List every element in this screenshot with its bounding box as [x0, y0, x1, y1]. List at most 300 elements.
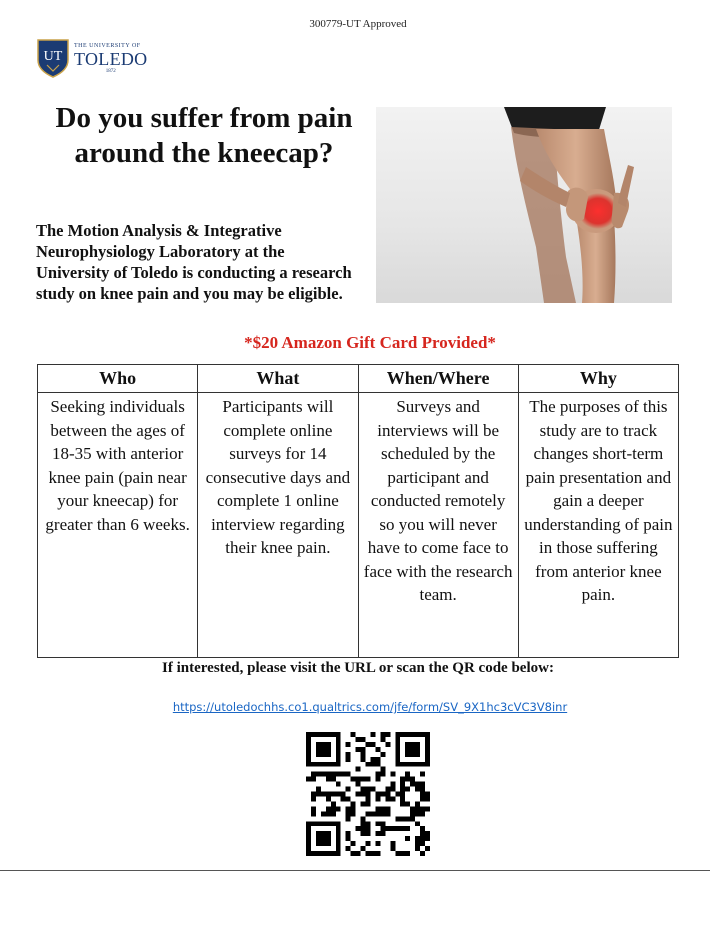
- qr-module: [375, 757, 380, 762]
- qr-module: [425, 732, 430, 737]
- qr-module: [336, 806, 341, 811]
- qr-module: [405, 787, 410, 792]
- qr-module: [380, 826, 385, 831]
- qr-module: [405, 747, 410, 752]
- qr-module: [380, 752, 385, 757]
- qr-module: [326, 811, 331, 816]
- qr-module: [336, 836, 341, 841]
- qr-module: [316, 752, 321, 757]
- qr-module: [346, 836, 351, 841]
- qr-module: [415, 841, 420, 846]
- qr-module: [326, 821, 331, 826]
- qr-module: [306, 846, 311, 851]
- cell-why: The purposes of this study are to track changes short-term pain presentation and gain a deeper understanding of pain in those suffering from anterior knee pain.: [518, 393, 678, 658]
- qr-module: [390, 826, 395, 831]
- qr-module: [306, 851, 311, 856]
- qr-module: [361, 737, 366, 742]
- qr-module: [321, 821, 326, 826]
- qr-module: [311, 821, 316, 826]
- qr-module: [321, 811, 326, 816]
- table-row: [38, 393, 679, 658]
- approval-note: 300779-UT Approved: [309, 18, 407, 30]
- qr-module: [410, 806, 415, 811]
- qr-module: [410, 816, 415, 821]
- qr-module: [321, 732, 326, 737]
- qr-module: [346, 757, 351, 762]
- qr-module: [346, 752, 351, 757]
- qr-module: [321, 747, 326, 752]
- qr-module: [420, 762, 425, 767]
- qr-module: [385, 806, 390, 811]
- qr-module: [341, 796, 346, 801]
- qr-module: [361, 826, 366, 831]
- qr-module: [336, 826, 341, 831]
- qr-module: [370, 757, 375, 762]
- qr-module: [356, 737, 361, 742]
- qr-module: [306, 836, 311, 841]
- qr-module: [306, 732, 311, 737]
- qr-module: [326, 806, 331, 811]
- qr-module: [370, 732, 375, 737]
- qr-module: [311, 806, 316, 811]
- qr-module: [336, 762, 341, 767]
- qr-module: [385, 742, 390, 747]
- qr-module: [336, 831, 341, 836]
- qr-module: [336, 757, 341, 762]
- qr-module: [311, 796, 316, 801]
- logo-small-text: THE UNIVERSITY OF: [74, 42, 141, 49]
- qr-module: [366, 841, 371, 846]
- qr-module: [331, 811, 336, 816]
- qr-module: [375, 762, 380, 767]
- qr-module: [405, 836, 410, 841]
- qr-module: [326, 796, 331, 801]
- qr-module: [385, 792, 390, 797]
- qr-module: [410, 762, 415, 767]
- qr-module: [415, 742, 420, 747]
- qr-module: [380, 767, 385, 772]
- qr-module: [306, 742, 311, 747]
- qr-module: [380, 772, 385, 777]
- qr-module: [306, 777, 311, 782]
- qr-module: [405, 851, 410, 856]
- qr-module: [420, 796, 425, 801]
- qr-module: [425, 806, 430, 811]
- qr-module: [316, 732, 321, 737]
- qr-module: [321, 851, 326, 856]
- qr-module: [321, 772, 326, 777]
- qr-module: [395, 762, 400, 767]
- qr-module: [326, 732, 331, 737]
- qr-module: [425, 831, 430, 836]
- qr-module: [311, 762, 316, 767]
- qr-module: [306, 826, 311, 831]
- qr-module: [361, 777, 366, 782]
- qr-module: [366, 787, 371, 792]
- qr-module: [336, 772, 341, 777]
- qr-module: [375, 777, 380, 782]
- qr-module: [420, 836, 425, 841]
- qr-module: [395, 752, 400, 757]
- qr-module: [356, 826, 361, 831]
- qr-module: [316, 747, 321, 752]
- qr-module: [316, 787, 321, 792]
- qr-module: [410, 732, 415, 737]
- qr-module: [356, 777, 361, 782]
- qr-module: [336, 737, 341, 742]
- qr-module: [341, 792, 346, 797]
- qr-module: [405, 732, 410, 737]
- qr-module: [366, 762, 371, 767]
- qr-module: [415, 752, 420, 757]
- qr-module: [410, 752, 415, 757]
- qr-module: [380, 811, 385, 816]
- knee-pain-photo: [376, 107, 672, 303]
- qr-module: [420, 732, 425, 737]
- logo-year: 1872: [105, 68, 116, 74]
- qr-module: [425, 747, 430, 752]
- qr-module: [370, 811, 375, 816]
- qr-module: [346, 742, 351, 747]
- qr-module: [415, 762, 420, 767]
- qr-module: [351, 806, 356, 811]
- qr-module: [410, 782, 415, 787]
- qr-module: [316, 836, 321, 841]
- qr-module: [346, 787, 351, 792]
- qr-module: [415, 747, 420, 752]
- qr-module: [420, 782, 425, 787]
- qr-module: [390, 772, 395, 777]
- qr-module: [356, 767, 361, 772]
- qr-module: [425, 846, 430, 851]
- qr-module: [346, 811, 351, 816]
- qr-module: [375, 831, 380, 836]
- qr-module: [385, 732, 390, 737]
- qr-module: [400, 782, 405, 787]
- qr-module: [321, 836, 326, 841]
- qr-module: [316, 772, 321, 777]
- qr-module: [385, 787, 390, 792]
- qr-module: [336, 742, 341, 747]
- qr-module: [390, 787, 395, 792]
- qr-module: [336, 846, 341, 851]
- qr-module: [425, 762, 430, 767]
- qr-module: [405, 762, 410, 767]
- qr-module: [400, 777, 405, 782]
- qr-module: [326, 836, 331, 841]
- qr-code-icon[interactable]: [306, 732, 430, 856]
- qr-module: [336, 782, 341, 787]
- qr-module: [361, 757, 366, 762]
- qr-module: [410, 742, 415, 747]
- university-logo: [36, 38, 147, 78]
- qr-module: [326, 772, 331, 777]
- qr-module: [380, 792, 385, 797]
- qr-module: [366, 777, 371, 782]
- qr-module: [311, 811, 316, 816]
- qr-module: [425, 742, 430, 747]
- qr-module: [336, 747, 341, 752]
- qr-module: [420, 841, 425, 846]
- qr-module: [306, 737, 311, 742]
- qr-module: [326, 831, 331, 836]
- qr-module: [326, 841, 331, 846]
- qr-module: [366, 796, 371, 801]
- qr-module: [336, 851, 341, 856]
- qr-module: [370, 742, 375, 747]
- qr-module: [321, 831, 326, 836]
- qr-module: [415, 821, 420, 826]
- qr-module: [390, 782, 395, 787]
- qr-module: [410, 747, 415, 752]
- qr-module: [361, 831, 366, 836]
- qr-module: [395, 792, 400, 797]
- qr-module: [420, 792, 425, 797]
- qr-module: [395, 732, 400, 737]
- qr-module: [351, 732, 356, 737]
- qr-module: [400, 816, 405, 821]
- qr-module: [415, 811, 420, 816]
- qr-module: [400, 787, 405, 792]
- qr-module: [361, 792, 366, 797]
- qr-module: [420, 831, 425, 836]
- qr-module: [375, 811, 380, 816]
- qr-module: [306, 821, 311, 826]
- cell-who: Seeking individuals between the ages of 18-35 with anterior knee pain (pain near your kneecap) for greater than 6 weeks.: [38, 393, 198, 658]
- university-shield-icon: [36, 38, 70, 78]
- qr-module: [351, 851, 356, 856]
- qr-module: [321, 841, 326, 846]
- qr-module: [331, 792, 336, 797]
- qr-module: [400, 851, 405, 856]
- qr-module: [331, 772, 336, 777]
- qr-module: [311, 732, 316, 737]
- headline: Do you suffer from pain around the kneecap?: [55, 102, 353, 169]
- qr-module: [361, 747, 366, 752]
- qr-module: [331, 806, 336, 811]
- qr-module: [316, 762, 321, 767]
- cell-what: Participants will complete online surveys for 14 consecutive days and complete 1 online interview regarding their knee pain.: [198, 393, 358, 658]
- qr-module: [425, 757, 430, 762]
- qr-module: [366, 742, 371, 747]
- qr-module: [410, 811, 415, 816]
- qr-module: [351, 801, 356, 806]
- qr-module: [375, 772, 380, 777]
- qr-module: [395, 742, 400, 747]
- qr-module: [385, 811, 390, 816]
- qr-module: [361, 787, 366, 792]
- header-when-where: When/Where: [358, 365, 518, 393]
- logo-name: TOLEDO: [74, 48, 148, 69]
- qr-module: [336, 821, 341, 826]
- qr-module: [390, 796, 395, 801]
- study-info-table: [37, 364, 679, 658]
- qr-module: [425, 792, 430, 797]
- qr-module: [390, 841, 395, 846]
- qr-module: [415, 836, 420, 841]
- qr-module: [306, 762, 311, 767]
- qr-module: [361, 801, 366, 806]
- qr-module: [400, 792, 405, 797]
- qr-module: [405, 801, 410, 806]
- qr-module: [356, 792, 361, 797]
- qr-module: [375, 792, 380, 797]
- qr-module: [346, 846, 351, 851]
- qr-module: [415, 801, 420, 806]
- qr-module: [331, 851, 336, 856]
- qr-module: [380, 821, 385, 826]
- qr-module: [351, 811, 356, 816]
- qr-module: [336, 732, 341, 737]
- qr-module: [311, 772, 316, 777]
- qr-module: [405, 742, 410, 747]
- qr-module: [425, 796, 430, 801]
- qr-module: [361, 846, 366, 851]
- qr-module: [326, 851, 331, 856]
- qr-module: [351, 777, 356, 782]
- qr-module: [395, 737, 400, 742]
- footer-divider: [0, 870, 710, 871]
- qr-module: [415, 782, 420, 787]
- interest-prompt: If interested, please visit the URL or scan the QR code below:: [162, 660, 554, 676]
- cell-when-where: Surveys and interviews will be scheduled by the participant and conducted remotely so you will never have to come face to face with the research team.: [358, 393, 518, 658]
- qr-module: [336, 841, 341, 846]
- qr-module: [366, 792, 371, 797]
- qr-module: [375, 747, 380, 752]
- qr-module: [306, 747, 311, 752]
- qr-module: [321, 792, 326, 797]
- qr-module: [316, 851, 321, 856]
- qr-module: [410, 777, 415, 782]
- qr-module: [370, 787, 375, 792]
- qr-module: [405, 772, 410, 777]
- qr-module: [375, 841, 380, 846]
- qr-module: [400, 732, 405, 737]
- qr-module: [420, 772, 425, 777]
- qr-module: [361, 816, 366, 821]
- qr-module: [326, 747, 331, 752]
- qr-module: [356, 851, 361, 856]
- qr-module: [375, 851, 380, 856]
- logo-mark: UT: [43, 49, 63, 64]
- qr-module: [351, 841, 356, 846]
- intro-paragraph: The Motion Analysis & Integrative Neurophysiology Laboratory at the University of Toledo is conducting a research study on knee pain and you may be eligible.: [36, 221, 352, 303]
- qr-module: [385, 826, 390, 831]
- survey-link[interactable]: https://utoledochhs.co1.qualtrics.com/jfe/form/SV_9X1hc3cVC3V8inr: [172, 700, 568, 714]
- qr-module: [420, 851, 425, 856]
- qr-module: [400, 796, 405, 801]
- qr-module: [331, 762, 336, 767]
- qr-module: [346, 796, 351, 801]
- qr-module: [405, 826, 410, 831]
- qr-module: [331, 821, 336, 826]
- qr-module: [321, 752, 326, 757]
- qr-module: [375, 821, 380, 826]
- qr-module: [400, 762, 405, 767]
- qr-module: [405, 777, 410, 782]
- qr-module: [380, 737, 385, 742]
- qr-module: [316, 742, 321, 747]
- header-what: What: [198, 365, 358, 393]
- qr-module: [395, 851, 400, 856]
- qr-module: [425, 752, 430, 757]
- qr-module: [321, 762, 326, 767]
- qr-module: [390, 846, 395, 851]
- qr-module: [331, 801, 336, 806]
- qr-module: [326, 742, 331, 747]
- gift-card-notice: *$20 Amazon Gift Card Provided*: [244, 333, 496, 352]
- qr-module: [306, 752, 311, 757]
- qr-module: [306, 757, 311, 762]
- qr-module: [370, 851, 375, 856]
- qr-module: [316, 841, 321, 846]
- qr-module: [366, 831, 371, 836]
- qr-module: [425, 836, 430, 841]
- qr-module: [366, 821, 371, 826]
- qr-module: [346, 831, 351, 836]
- qr-module: [420, 787, 425, 792]
- qr-module: [361, 752, 366, 757]
- qr-module: [336, 752, 341, 757]
- qr-module: [395, 816, 400, 821]
- qr-module: [380, 831, 385, 836]
- qr-module: [395, 826, 400, 831]
- qr-module: [306, 841, 311, 846]
- qr-module: [326, 752, 331, 757]
- qr-module: [366, 826, 371, 831]
- qr-module: [366, 851, 371, 856]
- qr-module: [311, 777, 316, 782]
- qr-module: [366, 811, 371, 816]
- qr-module: [356, 747, 361, 752]
- qr-module: [346, 772, 351, 777]
- qr-module: [326, 792, 331, 797]
- qr-module: [415, 787, 420, 792]
- qr-module: [311, 851, 316, 856]
- qr-module: [405, 752, 410, 757]
- table-header-row: [38, 365, 679, 393]
- qr-module: [405, 816, 410, 821]
- qr-module: [346, 806, 351, 811]
- qr-module: [316, 821, 321, 826]
- header-who: Who: [38, 365, 198, 393]
- qr-module: [331, 777, 336, 782]
- qr-module: [316, 831, 321, 836]
- qr-module: [326, 777, 331, 782]
- qr-module: [420, 826, 425, 831]
- qr-module: [420, 806, 425, 811]
- qr-module: [420, 811, 425, 816]
- qr-module: [375, 806, 380, 811]
- qr-module: [385, 796, 390, 801]
- qr-module: [361, 821, 366, 826]
- qr-module: [395, 757, 400, 762]
- qr-module: [415, 806, 420, 811]
- qr-module: [370, 762, 375, 767]
- qr-module: [321, 742, 326, 747]
- qr-module: [425, 737, 430, 742]
- qr-module: [415, 732, 420, 737]
- qr-module: [400, 826, 405, 831]
- qr-module: [331, 732, 336, 737]
- qr-module: [316, 792, 321, 797]
- qr-module: [311, 792, 316, 797]
- qr-module: [380, 732, 385, 737]
- qr-module: [356, 782, 361, 787]
- qr-module: [341, 772, 346, 777]
- qr-module: [375, 796, 380, 801]
- qr-module: [336, 792, 341, 797]
